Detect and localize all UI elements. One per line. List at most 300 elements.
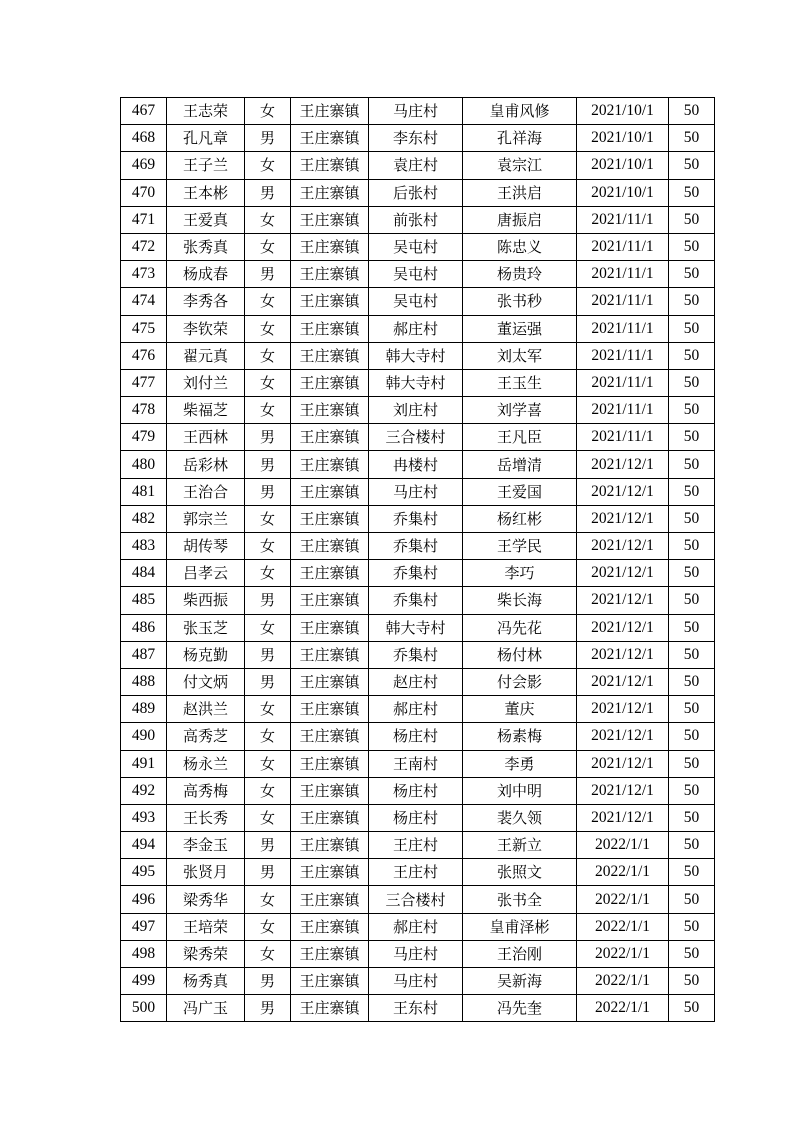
row-number-cell: 467 — [121, 98, 167, 125]
agent-cell: 岳增清 — [463, 451, 577, 478]
town-cell: 王庄寨镇 — [291, 505, 369, 532]
gender-cell: 男 — [245, 125, 291, 152]
gender-cell: 女 — [245, 342, 291, 369]
date-cell: 2021/12/1 — [577, 696, 669, 723]
town-cell: 王庄寨镇 — [291, 560, 369, 587]
town-cell: 王庄寨镇 — [291, 98, 369, 125]
row-number-cell: 497 — [121, 913, 167, 940]
village-cell: 袁庄村 — [369, 152, 463, 179]
agent-cell: 陈忠义 — [463, 233, 577, 260]
village-cell: 郝庄村 — [369, 696, 463, 723]
date-cell: 2021/12/1 — [577, 478, 669, 505]
table-row — [121, 98, 715, 125]
agent-cell: 王新立 — [463, 832, 577, 859]
gender-cell: 女 — [245, 913, 291, 940]
table-row — [121, 288, 715, 315]
town-cell: 王庄寨镇 — [291, 233, 369, 260]
table-row — [121, 832, 715, 859]
town-cell: 王庄寨镇 — [291, 206, 369, 233]
amount-cell: 50 — [669, 152, 715, 179]
village-cell: 三合楼村 — [369, 424, 463, 451]
village-cell: 吴屯村 — [369, 288, 463, 315]
agent-cell: 张书秒 — [463, 288, 577, 315]
agent-cell: 唐振启 — [463, 206, 577, 233]
table-row — [121, 397, 715, 424]
town-cell: 王庄寨镇 — [291, 968, 369, 995]
agent-cell: 杨贵玲 — [463, 261, 577, 288]
gender-cell: 男 — [245, 424, 291, 451]
agent-cell: 董庆 — [463, 696, 577, 723]
date-cell: 2021/12/1 — [577, 533, 669, 560]
table-row — [121, 533, 715, 560]
gender-cell: 男 — [245, 478, 291, 505]
row-number-cell: 477 — [121, 369, 167, 396]
row-number-cell: 468 — [121, 125, 167, 152]
gender-cell: 女 — [245, 152, 291, 179]
table-row — [121, 560, 715, 587]
gender-cell: 女 — [245, 288, 291, 315]
amount-cell: 50 — [669, 505, 715, 532]
gender-cell: 女 — [245, 696, 291, 723]
amount-cell: 50 — [669, 750, 715, 777]
amount-cell: 50 — [669, 179, 715, 206]
name-cell: 岳彩林 — [167, 451, 245, 478]
row-number-cell: 498 — [121, 940, 167, 967]
date-cell: 2021/12/1 — [577, 777, 669, 804]
village-cell: 王东村 — [369, 995, 463, 1022]
table-row — [121, 206, 715, 233]
name-cell: 翟元真 — [167, 342, 245, 369]
name-cell: 梁秀荣 — [167, 940, 245, 967]
gender-cell: 女 — [245, 777, 291, 804]
amount-cell: 50 — [669, 804, 715, 831]
date-cell: 2021/11/1 — [577, 233, 669, 260]
table-row — [121, 913, 715, 940]
amount-cell: 50 — [669, 913, 715, 940]
gender-cell: 女 — [245, 560, 291, 587]
date-cell: 2021/11/1 — [577, 315, 669, 342]
date-cell: 2022/1/1 — [577, 913, 669, 940]
row-number-cell: 473 — [121, 261, 167, 288]
name-cell: 张秀真 — [167, 233, 245, 260]
table-row — [121, 315, 715, 342]
amount-cell: 50 — [669, 995, 715, 1022]
name-cell: 王长秀 — [167, 804, 245, 831]
name-cell: 赵洪兰 — [167, 696, 245, 723]
village-cell: 乔集村 — [369, 641, 463, 668]
date-cell: 2022/1/1 — [577, 968, 669, 995]
agent-cell: 李巧 — [463, 560, 577, 587]
village-cell: 郝庄村 — [369, 315, 463, 342]
village-cell: 吴屯村 — [369, 233, 463, 260]
row-number-cell: 469 — [121, 152, 167, 179]
date-cell: 2022/1/1 — [577, 886, 669, 913]
name-cell: 杨克勤 — [167, 641, 245, 668]
amount-cell: 50 — [669, 288, 715, 315]
town-cell: 王庄寨镇 — [291, 832, 369, 859]
date-cell: 2021/12/1 — [577, 560, 669, 587]
agent-cell: 孔祥海 — [463, 125, 577, 152]
name-cell: 郭宗兰 — [167, 505, 245, 532]
gender-cell: 女 — [245, 804, 291, 831]
gender-cell: 男 — [245, 968, 291, 995]
amount-cell: 50 — [669, 125, 715, 152]
town-cell: 王庄寨镇 — [291, 451, 369, 478]
date-cell: 2022/1/1 — [577, 832, 669, 859]
row-number-cell: 500 — [121, 995, 167, 1022]
date-cell: 2021/12/1 — [577, 804, 669, 831]
agent-cell: 王玉生 — [463, 369, 577, 396]
date-cell: 2021/11/1 — [577, 424, 669, 451]
name-cell: 李钦荣 — [167, 315, 245, 342]
village-cell: 王庄村 — [369, 859, 463, 886]
name-cell: 王爱真 — [167, 206, 245, 233]
date-cell: 2021/12/1 — [577, 723, 669, 750]
village-cell: 吴屯村 — [369, 261, 463, 288]
town-cell: 王庄寨镇 — [291, 995, 369, 1022]
amount-cell: 50 — [669, 424, 715, 451]
village-cell: 郝庄村 — [369, 913, 463, 940]
table-row — [121, 369, 715, 396]
name-cell: 李金玉 — [167, 832, 245, 859]
amount-cell: 50 — [669, 587, 715, 614]
name-cell: 杨秀真 — [167, 968, 245, 995]
amount-cell: 50 — [669, 832, 715, 859]
agent-cell: 张书全 — [463, 886, 577, 913]
gender-cell: 男 — [245, 451, 291, 478]
row-number-cell: 487 — [121, 641, 167, 668]
table-row — [121, 233, 715, 260]
name-cell: 孔凡章 — [167, 125, 245, 152]
amount-cell: 50 — [669, 98, 715, 125]
name-cell: 吕孝云 — [167, 560, 245, 587]
village-cell: 马庄村 — [369, 478, 463, 505]
name-cell: 高秀梅 — [167, 777, 245, 804]
row-number-cell: 489 — [121, 696, 167, 723]
agent-cell: 李勇 — [463, 750, 577, 777]
date-cell: 2021/10/1 — [577, 98, 669, 125]
table-row — [121, 478, 715, 505]
gender-cell: 女 — [245, 750, 291, 777]
village-cell: 李东村 — [369, 125, 463, 152]
gender-cell: 男 — [245, 832, 291, 859]
agent-cell: 柴长海 — [463, 587, 577, 614]
agent-cell: 杨红彬 — [463, 505, 577, 532]
town-cell: 王庄寨镇 — [291, 750, 369, 777]
date-cell: 2021/11/1 — [577, 369, 669, 396]
row-number-cell: 471 — [121, 206, 167, 233]
agent-cell: 董运强 — [463, 315, 577, 342]
row-number-cell: 499 — [121, 968, 167, 995]
row-number-cell: 485 — [121, 587, 167, 614]
date-cell: 2021/12/1 — [577, 641, 669, 668]
agent-cell: 袁宗江 — [463, 152, 577, 179]
date-cell: 2021/12/1 — [577, 668, 669, 695]
row-number-cell: 488 — [121, 668, 167, 695]
village-cell: 赵庄村 — [369, 668, 463, 695]
agent-cell: 杨付林 — [463, 641, 577, 668]
table-row — [121, 587, 715, 614]
date-cell: 2021/12/1 — [577, 587, 669, 614]
village-cell: 乔集村 — [369, 533, 463, 560]
table-row — [121, 750, 715, 777]
amount-cell: 50 — [669, 940, 715, 967]
date-cell: 2021/11/1 — [577, 397, 669, 424]
town-cell: 王庄寨镇 — [291, 261, 369, 288]
row-number-cell: 486 — [121, 614, 167, 641]
table-row — [121, 968, 715, 995]
roster-table — [120, 97, 715, 1022]
agent-cell: 刘太军 — [463, 342, 577, 369]
date-cell: 2021/12/1 — [577, 451, 669, 478]
date-cell: 2021/12/1 — [577, 750, 669, 777]
table-row — [121, 723, 715, 750]
name-cell: 杨成春 — [167, 261, 245, 288]
table-row — [121, 342, 715, 369]
gender-cell: 男 — [245, 587, 291, 614]
amount-cell: 50 — [669, 369, 715, 396]
name-cell: 刘付兰 — [167, 369, 245, 396]
agent-cell: 刘学喜 — [463, 397, 577, 424]
amount-cell: 50 — [669, 233, 715, 260]
table-row — [121, 804, 715, 831]
town-cell: 王庄寨镇 — [291, 668, 369, 695]
village-cell: 韩大寺村 — [369, 369, 463, 396]
amount-cell: 50 — [669, 261, 715, 288]
row-number-cell: 480 — [121, 451, 167, 478]
date-cell: 2021/11/1 — [577, 206, 669, 233]
village-cell: 马庄村 — [369, 98, 463, 125]
town-cell: 王庄寨镇 — [291, 587, 369, 614]
town-cell: 王庄寨镇 — [291, 940, 369, 967]
name-cell: 柴福芝 — [167, 397, 245, 424]
agent-cell: 冯先花 — [463, 614, 577, 641]
row-number-cell: 482 — [121, 505, 167, 532]
town-cell: 王庄寨镇 — [291, 696, 369, 723]
name-cell: 李秀各 — [167, 288, 245, 315]
gender-cell: 女 — [245, 98, 291, 125]
amount-cell: 50 — [669, 533, 715, 560]
amount-cell: 50 — [669, 968, 715, 995]
row-number-cell: 478 — [121, 397, 167, 424]
table-row — [121, 668, 715, 695]
village-cell: 乔集村 — [369, 505, 463, 532]
gender-cell: 女 — [245, 723, 291, 750]
amount-cell: 50 — [669, 342, 715, 369]
table-row — [121, 451, 715, 478]
row-number-cell: 472 — [121, 233, 167, 260]
town-cell: 王庄寨镇 — [291, 886, 369, 913]
village-cell: 冉楼村 — [369, 451, 463, 478]
table-row — [121, 125, 715, 152]
amount-cell: 50 — [669, 723, 715, 750]
table-row — [121, 152, 715, 179]
row-number-cell: 481 — [121, 478, 167, 505]
table-row — [121, 261, 715, 288]
table-row — [121, 696, 715, 723]
gender-cell: 女 — [245, 315, 291, 342]
row-number-cell: 476 — [121, 342, 167, 369]
table-row — [121, 940, 715, 967]
gender-cell: 女 — [245, 614, 291, 641]
amount-cell: 50 — [669, 397, 715, 424]
row-number-cell: 492 — [121, 777, 167, 804]
gender-cell: 男 — [245, 668, 291, 695]
table-row — [121, 505, 715, 532]
amount-cell: 50 — [669, 641, 715, 668]
gender-cell: 男 — [245, 995, 291, 1022]
agent-cell: 吴新海 — [463, 968, 577, 995]
name-cell: 胡传琴 — [167, 533, 245, 560]
agent-cell: 皇甫泽彬 — [463, 913, 577, 940]
table-row — [121, 777, 715, 804]
date-cell: 2022/1/1 — [577, 995, 669, 1022]
gender-cell: 女 — [245, 233, 291, 260]
row-number-cell: 483 — [121, 533, 167, 560]
village-cell: 马庄村 — [369, 940, 463, 967]
town-cell: 王庄寨镇 — [291, 641, 369, 668]
row-number-cell: 484 — [121, 560, 167, 587]
gender-cell: 女 — [245, 369, 291, 396]
town-cell: 王庄寨镇 — [291, 288, 369, 315]
date-cell: 2021/12/1 — [577, 614, 669, 641]
village-cell: 杨庄村 — [369, 777, 463, 804]
village-cell: 韩大寺村 — [369, 342, 463, 369]
amount-cell: 50 — [669, 315, 715, 342]
date-cell: 2021/10/1 — [577, 179, 669, 206]
village-cell: 杨庄村 — [369, 723, 463, 750]
gender-cell: 女 — [245, 940, 291, 967]
date-cell: 2021/10/1 — [577, 125, 669, 152]
gender-cell: 女 — [245, 397, 291, 424]
town-cell: 王庄寨镇 — [291, 342, 369, 369]
name-cell: 柴西振 — [167, 587, 245, 614]
name-cell: 高秀芝 — [167, 723, 245, 750]
town-cell: 王庄寨镇 — [291, 369, 369, 396]
village-cell: 杨庄村 — [369, 804, 463, 831]
gender-cell: 女 — [245, 206, 291, 233]
town-cell: 王庄寨镇 — [291, 179, 369, 206]
amount-cell: 50 — [669, 478, 715, 505]
name-cell: 王子兰 — [167, 152, 245, 179]
village-cell: 马庄村 — [369, 968, 463, 995]
amount-cell: 50 — [669, 668, 715, 695]
town-cell: 王庄寨镇 — [291, 913, 369, 940]
village-cell: 前张村 — [369, 206, 463, 233]
name-cell: 王培荣 — [167, 913, 245, 940]
village-cell: 王庄村 — [369, 832, 463, 859]
table-row — [121, 179, 715, 206]
row-number-cell: 494 — [121, 832, 167, 859]
row-number-cell: 495 — [121, 859, 167, 886]
date-cell: 2021/10/1 — [577, 152, 669, 179]
table-row — [121, 424, 715, 451]
town-cell: 王庄寨镇 — [291, 859, 369, 886]
gender-cell: 男 — [245, 179, 291, 206]
row-number-cell: 496 — [121, 886, 167, 913]
agent-cell: 王凡臣 — [463, 424, 577, 451]
name-cell: 冯广玉 — [167, 995, 245, 1022]
agent-cell: 裴久领 — [463, 804, 577, 831]
agent-cell: 王洪启 — [463, 179, 577, 206]
town-cell: 王庄寨镇 — [291, 723, 369, 750]
amount-cell: 50 — [669, 886, 715, 913]
gender-cell: 男 — [245, 261, 291, 288]
name-cell: 梁秀华 — [167, 886, 245, 913]
row-number-cell: 479 — [121, 424, 167, 451]
name-cell: 王西林 — [167, 424, 245, 451]
gender-cell: 女 — [245, 505, 291, 532]
village-cell: 王南村 — [369, 750, 463, 777]
amount-cell: 50 — [669, 696, 715, 723]
gender-cell: 男 — [245, 641, 291, 668]
agent-cell: 付会影 — [463, 668, 577, 695]
name-cell: 杨永兰 — [167, 750, 245, 777]
name-cell: 张玉芝 — [167, 614, 245, 641]
name-cell: 王本彬 — [167, 179, 245, 206]
town-cell: 王庄寨镇 — [291, 424, 369, 451]
table-row — [121, 995, 715, 1022]
town-cell: 王庄寨镇 — [291, 315, 369, 342]
table-row — [121, 859, 715, 886]
village-cell: 后张村 — [369, 179, 463, 206]
gender-cell: 男 — [245, 859, 291, 886]
town-cell: 王庄寨镇 — [291, 397, 369, 424]
town-cell: 王庄寨镇 — [291, 125, 369, 152]
row-number-cell: 493 — [121, 804, 167, 831]
town-cell: 王庄寨镇 — [291, 478, 369, 505]
village-cell: 乔集村 — [369, 560, 463, 587]
agent-cell: 张照文 — [463, 859, 577, 886]
gender-cell: 女 — [245, 533, 291, 560]
town-cell: 王庄寨镇 — [291, 614, 369, 641]
agent-cell: 刘中明 — [463, 777, 577, 804]
date-cell: 2021/11/1 — [577, 288, 669, 315]
agent-cell: 王治刚 — [463, 940, 577, 967]
date-cell: 2021/11/1 — [577, 342, 669, 369]
date-cell: 2021/11/1 — [577, 261, 669, 288]
roster-sheet — [120, 97, 715, 1022]
date-cell: 2021/12/1 — [577, 505, 669, 532]
row-number-cell: 474 — [121, 288, 167, 315]
village-cell: 刘庄村 — [369, 397, 463, 424]
agent-cell: 杨素梅 — [463, 723, 577, 750]
agent-cell: 王爱国 — [463, 478, 577, 505]
agent-cell: 冯先奎 — [463, 995, 577, 1022]
row-number-cell: 475 — [121, 315, 167, 342]
amount-cell: 50 — [669, 451, 715, 478]
name-cell: 王志荣 — [167, 98, 245, 125]
agent-cell: 王学民 — [463, 533, 577, 560]
table-row — [121, 886, 715, 913]
date-cell: 2022/1/1 — [577, 859, 669, 886]
row-number-cell: 470 — [121, 179, 167, 206]
row-number-cell: 491 — [121, 750, 167, 777]
town-cell: 王庄寨镇 — [291, 152, 369, 179]
amount-cell: 50 — [669, 859, 715, 886]
town-cell: 王庄寨镇 — [291, 777, 369, 804]
village-cell: 韩大寺村 — [369, 614, 463, 641]
amount-cell: 50 — [669, 777, 715, 804]
name-cell: 张贤月 — [167, 859, 245, 886]
gender-cell: 女 — [245, 886, 291, 913]
amount-cell: 50 — [669, 614, 715, 641]
town-cell: 王庄寨镇 — [291, 533, 369, 560]
date-cell: 2022/1/1 — [577, 940, 669, 967]
name-cell: 王治合 — [167, 478, 245, 505]
roster-body — [121, 98, 715, 1022]
amount-cell: 50 — [669, 206, 715, 233]
